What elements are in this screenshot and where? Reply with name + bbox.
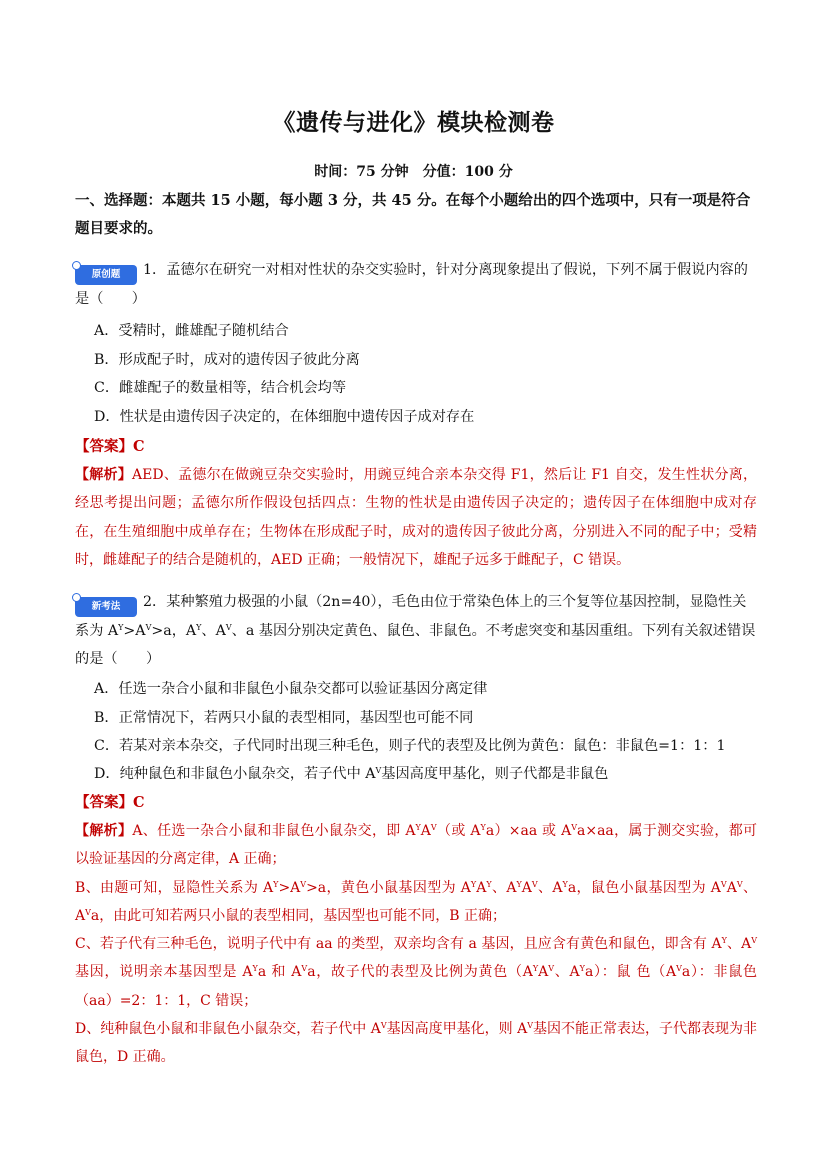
- page-title: 《遗传与进化》模块检测卷: [272, 110, 555, 136]
- question-1-badge: 原创题: [75, 265, 137, 285]
- question-2-analysis-a: 【解析】A、任选一杂合小鼠和非鼠色小鼠杂交，即 $A^YA^V$（或 $A^Ya)\times aa$ 或 $A^Va\times aa$，属于测交实验，都可以验证基因的分离定律，A 正确；: [75, 823, 758, 868]
- exam-meta: 时间：75 分钟 分值：100 分: [314, 164, 513, 180]
- question-2-analysis-b: B、由题可知，显隐性关系为 $A^Y>A^V>a$，黄色小鼠基因型为 $A^YA^Y$、$A^YA^V$、$A^Ya$，鼠色小鼠基因型为 $A^VA^V$、$A^Va$，由此可知若两只小鼠的表型相同，基因型也可能不同，B 正确；: [75, 880, 757, 925]
- badge-dot-icon: [72, 261, 81, 270]
- question-1-option-c[interactable]: C．雌雄配子的数量相等，结合机会均等: [94, 380, 347, 396]
- badge-dot-icon: [72, 593, 81, 602]
- question-2-answer: 【答案】C: [75, 794, 145, 811]
- question-2-analysis-c: C、若子代有三种毛色，说明子代中有 aa 的类型，双亲均含有 a 基因，且应含有黄色和鼠色，即含有 $A^Y$、$A^V$基因，说明亲本基因型是 $A^Ya$ 和 $A^Va$，故子代的表型及比例为黄色（$A^YA^V$、$A^Ya$）：鼠 色$(A^Va)$：非鼠色（aa）=2：1：1，C 错误；: [75, 936, 757, 1009]
- question-2-analysis-d: D、纯种鼠色小鼠和非鼠色小鼠杂交，若子代中 $A^V$基因高度甲基化，则 $A^V$基因不能正常表达，子代都表现为非鼠色，D 正确。: [75, 1021, 757, 1066]
- question-2-option-c[interactable]: C．若某对亲本杂交，子代同时出现三种毛色，则子代的表型及比例为黄色：鼠色：非鼠色=1：1：1: [94, 738, 726, 754]
- question-2-option-b[interactable]: B．正常情况下，若两只小鼠的表型相同，基因型也可能不同: [94, 710, 474, 726]
- question-2-option-a[interactable]: A．任选一杂合小鼠和非鼠色小鼠杂交都可以验证基因分离定律: [94, 681, 488, 697]
- question-1-answer: 【答案】C: [75, 438, 145, 455]
- question-2-badge: 新考法: [75, 597, 137, 617]
- section-heading: 一、选择题：本题共 15 小题，每小题 3 分，共 45 分。在每个小题给出的四个选项中，只有一项是符合题目要求的。: [75, 192, 751, 237]
- question-2-stem: 新考法 2．某种繁殖力极强的小鼠（2n=40），毛色由位于常染色体上的三个复等位基因控制，显隐性关系为 $A^Y>A^V>a$，$A^Y$、$A^V$、a 基因分别决定黄色、鼠色、非鼠色。不考虑突变和基因重组。下列有关叙述错误的是（ ）: [75, 588, 757, 673]
- question-2-option-d[interactable]: D．纯种鼠色和非鼠色小鼠杂交，若子代中 $A^V$基因高度甲基化，则子代都是非鼠色: [94, 766, 609, 782]
- question-1-option-a[interactable]: A．受精时，雌雄配子随机结合: [94, 323, 289, 339]
- question-1-analysis: 【解析】AED、孟德尔在做豌豆杂交实验时，用豌豆纯合亲本杂交得 F1，然后让 F1 自交，发生性状分离，经思考提出问题；孟德尔所作假设包括四点：生物的性状是由遗传因子决定的；遗传因子在体细胞中成对存在，在生殖细胞中成单存在；生物体在形成配子时，成对的遗传因子彼此分离，分别进入不同的配子中；受精时，雌雄配子的结合是随机的，AED 正确；一般情况下，雄配子远多于雌配子，C 错误。: [75, 467, 757, 568]
- question-1-option-d[interactable]: D．性状是由遗传因子决定的，在体细胞中遗传因子成对存在: [94, 409, 475, 425]
- question-1-option-b[interactable]: B．形成配子时，成对的遗传因子彼此分离: [94, 352, 360, 368]
- question-1-stem: 原创题 1．孟德尔在研究一对相对性状的杂交实验时，针对分离现象提出了假说，下列不属于假说内容的是（ ）: [75, 256, 757, 313]
